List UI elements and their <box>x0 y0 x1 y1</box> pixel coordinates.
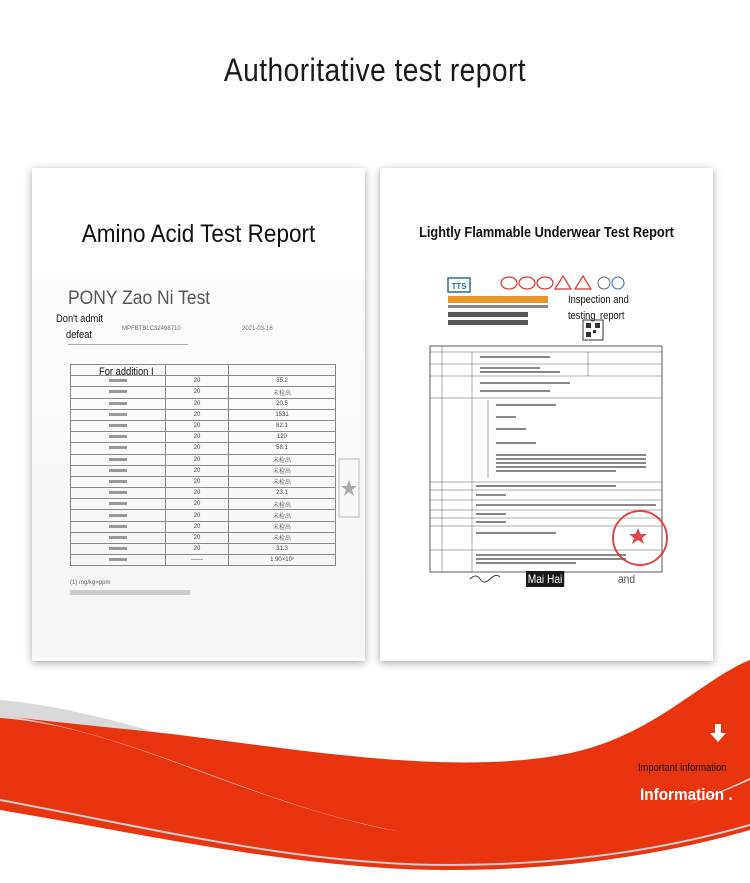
table-row <box>71 387 336 398</box>
table-row <box>71 454 336 465</box>
table-cell-limit: 20 <box>166 443 229 454</box>
table-cell-result: 未检出 <box>229 387 336 398</box>
table-row <box>71 432 336 443</box>
table-row <box>71 510 336 521</box>
table-cell-name <box>71 465 166 476</box>
page-title: Authoritative test report <box>223 52 527 88</box>
table-cell-limit: 20 <box>166 420 229 431</box>
down-arrow-icon <box>708 722 728 746</box>
table-cell-name <box>71 443 166 454</box>
table-cell-name <box>71 532 166 543</box>
table-row <box>71 544 336 555</box>
overlay-text-2: defeat <box>66 329 93 341</box>
table-cell-limit: 20 <box>166 499 229 510</box>
table-cell-result: 82.1 <box>229 420 336 431</box>
table-cell-result: 未检出 <box>229 454 336 465</box>
red-seal-icon <box>612 510 668 566</box>
table-cell-result: 23.1 <box>229 488 336 499</box>
overlay-text-and: and <box>618 572 636 586</box>
report-document <box>428 272 664 572</box>
overlay-text-3: For addition I <box>99 366 154 378</box>
table-cell-limit: 20 <box>166 387 229 398</box>
table-cell-limit: 20 <box>166 465 229 476</box>
table-cell-limit: 20 <box>166 376 229 387</box>
table-cell-limit: 20 <box>166 409 229 420</box>
overlay-text-report: report <box>600 310 625 322</box>
table-cell-result: 未检出 <box>229 532 336 543</box>
table-row <box>71 521 336 532</box>
overlay-text-1: Don't admit <box>56 313 104 325</box>
table-cell-name <box>71 555 166 566</box>
table-cell-limit: 20 <box>166 454 229 465</box>
table-cell-result: 未检出 <box>229 476 336 487</box>
flammable-underwear-report-card <box>380 168 713 661</box>
table-row <box>71 465 336 476</box>
doc-date: 2021-03-16 <box>242 326 273 332</box>
table-cell-result: 未检出 <box>229 521 336 532</box>
table-cell-name <box>71 398 166 409</box>
table-cell-limit: 20 <box>166 510 229 521</box>
star-stamp-icon <box>338 458 360 518</box>
amino-acid-table <box>70 364 336 566</box>
table-row <box>71 420 336 431</box>
signature-icon <box>468 571 508 585</box>
table-cell-result: 31.3 <box>229 544 336 555</box>
table-cell-limit: —— <box>166 555 229 566</box>
table-cell-limit: 20 <box>166 544 229 555</box>
table-cell-name <box>71 499 166 510</box>
footnote-1: (1) mg/kg=ppm <box>70 580 111 586</box>
table-cell-result: 未检出 <box>229 499 336 510</box>
table-row <box>71 443 336 454</box>
footnote-2 <box>70 590 190 595</box>
table-cell-name <box>71 521 166 532</box>
table-cell-result: 未检出 <box>229 510 336 521</box>
information-label: Information . <box>640 785 733 804</box>
table-cell-name <box>71 454 166 465</box>
table-cell-result: 20.5 <box>229 398 336 409</box>
svg-text:TTS: TTS <box>451 282 467 291</box>
overlay-text-inspection: Inspection and testing <box>568 294 629 322</box>
divider <box>68 344 188 345</box>
table-cell-result: 未检出 <box>229 465 336 476</box>
doc-heading: PONY Zao Ni Test <box>68 288 211 309</box>
table-cell-limit: 20 <box>166 398 229 409</box>
table-row <box>71 555 336 566</box>
table-cell-name <box>71 544 166 555</box>
table-cell-name <box>71 387 166 398</box>
important-information-label: Important information <box>638 762 727 774</box>
table-cell-result: 1531 <box>229 409 336 420</box>
doc-number: MPFBTBLC32498710 <box>122 326 181 332</box>
table-cell-name <box>71 420 166 431</box>
table-cell-result: 35.2 <box>229 376 336 387</box>
table-cell-limit: 20 <box>166 532 229 543</box>
table-cell-name <box>71 409 166 420</box>
table-cell-name <box>71 510 166 521</box>
flammable-report-title: Lightly Flammable Underwear Test Report <box>419 224 674 241</box>
table-cell-name <box>71 432 166 443</box>
table-cell-name <box>71 476 166 487</box>
overlay-text-maihai: Mai Hai <box>527 572 563 586</box>
table-row <box>71 499 336 510</box>
table-header-cell <box>229 365 336 376</box>
table-cell-limit: 20 <box>166 488 229 499</box>
table-row <box>71 398 336 409</box>
table-cell-result: 1.90×10³ <box>229 555 336 566</box>
table-cell-result: 120 <box>229 432 336 443</box>
table-cell-name <box>71 488 166 499</box>
table-row <box>71 532 336 543</box>
table-row <box>71 476 336 487</box>
table-cell-limit: 20 <box>166 476 229 487</box>
table-row <box>71 488 336 499</box>
table-cell-limit: 20 <box>166 432 229 443</box>
table-cell-limit: 20 <box>166 521 229 532</box>
amino-acid-report-title: Amino Acid Test Report <box>81 220 316 248</box>
table-header-cell <box>166 365 229 376</box>
table-cell-result: 58.1 <box>229 443 336 454</box>
table-row <box>71 409 336 420</box>
amino-acid-report-card <box>32 168 365 661</box>
